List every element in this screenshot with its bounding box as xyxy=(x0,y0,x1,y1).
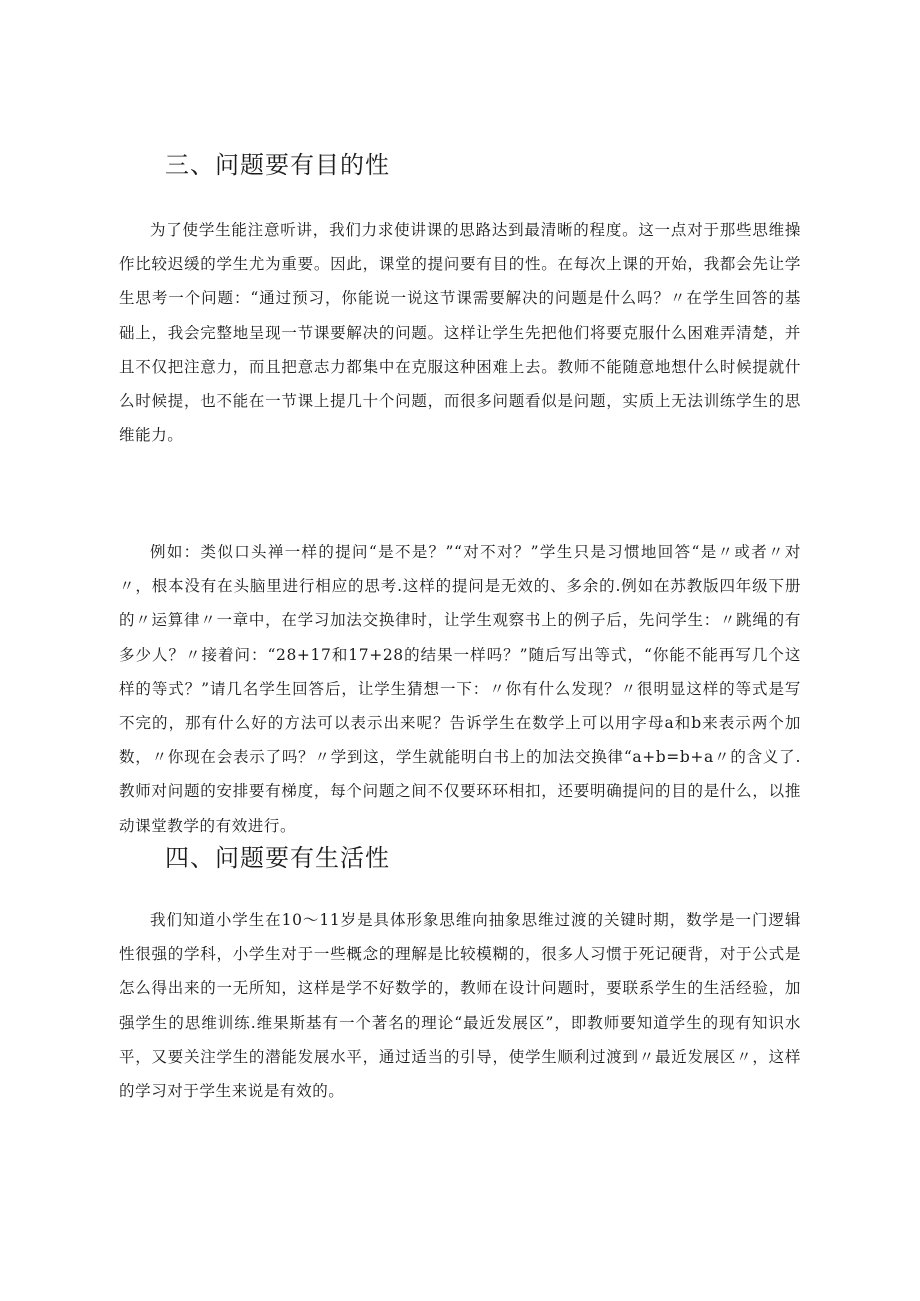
body-paragraph: 例如：类似口头禅一样的提问“是不是？”“对不对？”学生只是习惯地回答“是〃或者〃对〃，根本没有在头脑里进行相应的思考.这样的提问是无效的、多余的.例如在苏教版四年级下册的〃运算律〃一章中，在学习加法交换律时，让学生观察书上的例子后，先问学生：〃跳绳的有多少人？〃接着问：“28+17和17+28的结果一样吗？”随后写出等式，“你能不能再写几个这样的等式？”请几名学生回答后，让学生猜想一下：〃你有什么发现？〃很明显这样的等式是写不完的，那有什么好的方法可以表示出来呢？告诉学生在数学上可以用字母a和b来表示两个加数，〃你现在会表示了吗？〃学到这，学生就能明白书上的加法交换律“a+b=b+a〃的含义了.教师对问题的安排要有梯度，每个问题之间不仅要环环相扣，还要明确提问的目的是什么，以推动课堂教学的有效进行。 xyxy=(119,543,801,835)
section-heading: 三、问题要有目的性 xyxy=(165,151,390,179)
section-heading: 四、问题要有生活性 xyxy=(165,844,390,872)
body-paragraph: 我们知道小学生在10〜11岁是具体形象思维向抽象思维过渡的关键时期，数学是一门逻辑性很强的学科，小学生对于一些概念的理解是比较模糊的，很多人习惯于死记硬背，对于公式是怎么得出来的一无所知，这样是学不好数学的，教师在设计问题时，要联系学生的生活经验，加强学生的思维训练.维果斯基有一个著名的理论“最近发展区”，即教师要知道学生的现有知识水平，又要关注学生的潜能发展水平，通过适当的引导，使学生顺利过渡到〃最近发展区〃，这样的学习对于学生来说是有效的。 xyxy=(119,911,801,1101)
body-paragraph: 为了使学生能注意听讲，我们力求使讲课的思路达到最清晰的程度。这一点对于那些思维操作比较迟缓的学生尤为重要。因此，课堂的提问要有目的性。在每次上课的开始，我都会先让学生思考一个问题：“通过预习，你能说一说这节课需要解决的问题是什么吗？〃在学生回答的基础上，我会完整地呈现一节课要解决的问题。这样让学生先把他们将要克服什么困难弄清楚，并且不仅把注意力，而且把意志力都集中在克服这种困难上去。教师不能随意地想什么时候提就什么时候提，也不能在一节课上提几十个问题，而很多问题看似是问题，实质上无法训练学生的思维能力。 xyxy=(119,221,801,445)
